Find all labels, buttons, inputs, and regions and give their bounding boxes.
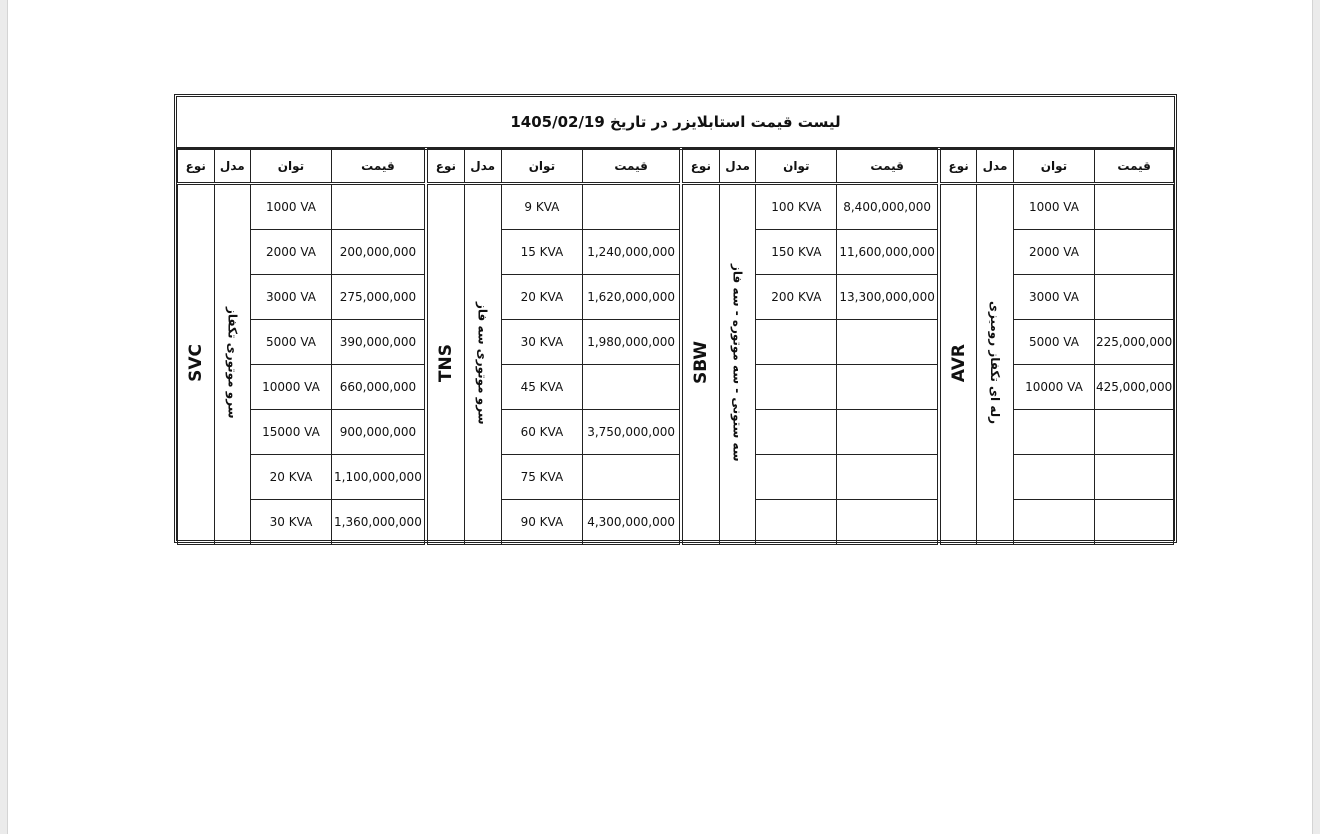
header-model: مدل — [464, 149, 501, 184]
type-cell — [428, 184, 465, 545]
power-cell: 60 KVA — [501, 410, 583, 455]
price-cell: 13,300,000,000 — [837, 275, 938, 320]
price-cell — [1095, 500, 1174, 545]
price-cell: 11,600,000,000 — [837, 230, 938, 275]
price-cell — [1095, 455, 1174, 500]
power-cell: 9 KVA — [501, 184, 583, 230]
power-cell: 15000 VA — [251, 410, 332, 455]
price-cell: 1,620,000,000 — [583, 275, 680, 320]
power-cell: 20 KVA — [501, 275, 583, 320]
page-edge-left — [0, 0, 8, 834]
power-cell — [756, 365, 837, 410]
product-group-1 — [427, 148, 680, 541]
page-title: لیست قیمت استابلایزر در تاریخ 1405/02/19 — [177, 97, 1174, 150]
power-cell: 2000 VA — [1013, 230, 1095, 275]
power-cell: 90 KVA — [501, 500, 583, 545]
power-cell: 3000 VA — [251, 275, 332, 320]
power-cell: 30 KVA — [251, 500, 332, 545]
power-cell: 5000 VA — [251, 320, 332, 365]
table-row — [683, 184, 938, 230]
price-list-sheet — [174, 94, 1177, 543]
power-cell: 1000 VA — [1013, 184, 1095, 230]
header-power: توان — [251, 149, 332, 184]
power-cell: 15 KVA — [501, 230, 583, 275]
header-price: قیمت — [1095, 149, 1174, 184]
price-cell: 4,300,000,000 — [583, 500, 680, 545]
price-cell: 1,980,000,000 — [583, 320, 680, 365]
type-label: SVC — [185, 344, 206, 382]
power-cell: 200 KVA — [756, 275, 837, 320]
power-cell — [756, 320, 837, 365]
type-cell — [683, 184, 720, 545]
power-cell — [756, 500, 837, 545]
model-label: رله ای تکفاز رومیزی — [988, 301, 1003, 425]
power-cell: 75 KVA — [501, 455, 583, 500]
price-cell — [583, 455, 680, 500]
price-cell — [331, 184, 424, 230]
header-type: نوع — [428, 149, 465, 184]
table-row — [178, 184, 425, 230]
model-cell — [977, 184, 1013, 545]
power-cell — [756, 455, 837, 500]
price-cell: 1,360,000,000 — [331, 500, 424, 545]
header-price: قیمت — [331, 149, 424, 184]
product-group-0 — [177, 148, 425, 541]
price-cell: 900,000,000 — [331, 410, 424, 455]
header-model: مدل — [977, 149, 1013, 184]
price-cell: 275,000,000 — [331, 275, 424, 320]
table-row — [941, 184, 1174, 230]
price-cell: 660,000,000 — [331, 365, 424, 410]
price-cell — [583, 365, 680, 410]
price-cell: 1,100,000,000 — [331, 455, 424, 500]
price-cell — [1095, 410, 1174, 455]
price-cell — [1095, 275, 1174, 320]
model-label: سه ستونی - سه موتوره - سه فاز — [730, 264, 745, 462]
page-edge-right — [1312, 0, 1320, 834]
model-label: سرو موتوری سه فاز — [475, 301, 490, 425]
type-label: AVR — [948, 343, 969, 383]
price-cell: 3,750,000,000 — [583, 410, 680, 455]
power-cell: 30 KVA — [501, 320, 583, 365]
power-cell: 45 KVA — [501, 365, 583, 410]
price-cell — [1095, 184, 1174, 230]
header-type: نوع — [941, 149, 977, 184]
product-group-2 — [682, 148, 938, 541]
header-price: قیمت — [583, 149, 680, 184]
header-price: قیمت — [837, 149, 938, 184]
power-cell — [1013, 410, 1095, 455]
power-cell: 5000 VA — [1013, 320, 1095, 365]
header-power: توان — [1013, 149, 1095, 184]
power-cell — [756, 410, 837, 455]
price-cell — [837, 365, 938, 410]
power-cell: 100 KVA — [756, 184, 837, 230]
price-list-frame — [176, 96, 1175, 541]
model-cell — [464, 184, 501, 545]
power-cell: 3000 VA — [1013, 275, 1095, 320]
power-cell: 10000 VA — [1013, 365, 1095, 410]
model-cell — [719, 184, 756, 545]
type-label: SBW — [690, 341, 711, 385]
power-cell — [1013, 455, 1095, 500]
price-cell — [583, 184, 680, 230]
table-row — [428, 184, 680, 230]
price-cell — [837, 410, 938, 455]
price-cell — [1095, 230, 1174, 275]
product-group-3 — [940, 148, 1174, 541]
price-cell: 225,000,000 — [1095, 320, 1174, 365]
header-power: توان — [756, 149, 837, 184]
header-model: مدل — [214, 149, 251, 184]
header-type: نوع — [683, 149, 720, 184]
header-model: مدل — [719, 149, 756, 184]
type-label: TNS — [435, 343, 456, 383]
price-cell: 1,240,000,000 — [583, 230, 680, 275]
power-cell: 20 KVA — [251, 455, 332, 500]
header-type: نوع — [178, 149, 215, 184]
header-power: توان — [501, 149, 583, 184]
type-cell — [941, 184, 977, 545]
price-cell: 8,400,000,000 — [837, 184, 938, 230]
model-label: سرو موتوری تکفاز — [225, 307, 240, 419]
price-cell — [837, 500, 938, 545]
power-cell: 150 KVA — [756, 230, 837, 275]
power-cell: 2000 VA — [251, 230, 332, 275]
price-cell: 425,000,000 — [1095, 365, 1174, 410]
price-cell — [837, 455, 938, 500]
power-cell: 1000 VA — [251, 184, 332, 230]
power-cell — [1013, 500, 1095, 545]
price-cell — [837, 320, 938, 365]
model-cell — [214, 184, 251, 545]
type-cell — [178, 184, 215, 545]
price-cell: 390,000,000 — [331, 320, 424, 365]
price-cell: 200,000,000 — [331, 230, 424, 275]
power-cell: 10000 VA — [251, 365, 332, 410]
